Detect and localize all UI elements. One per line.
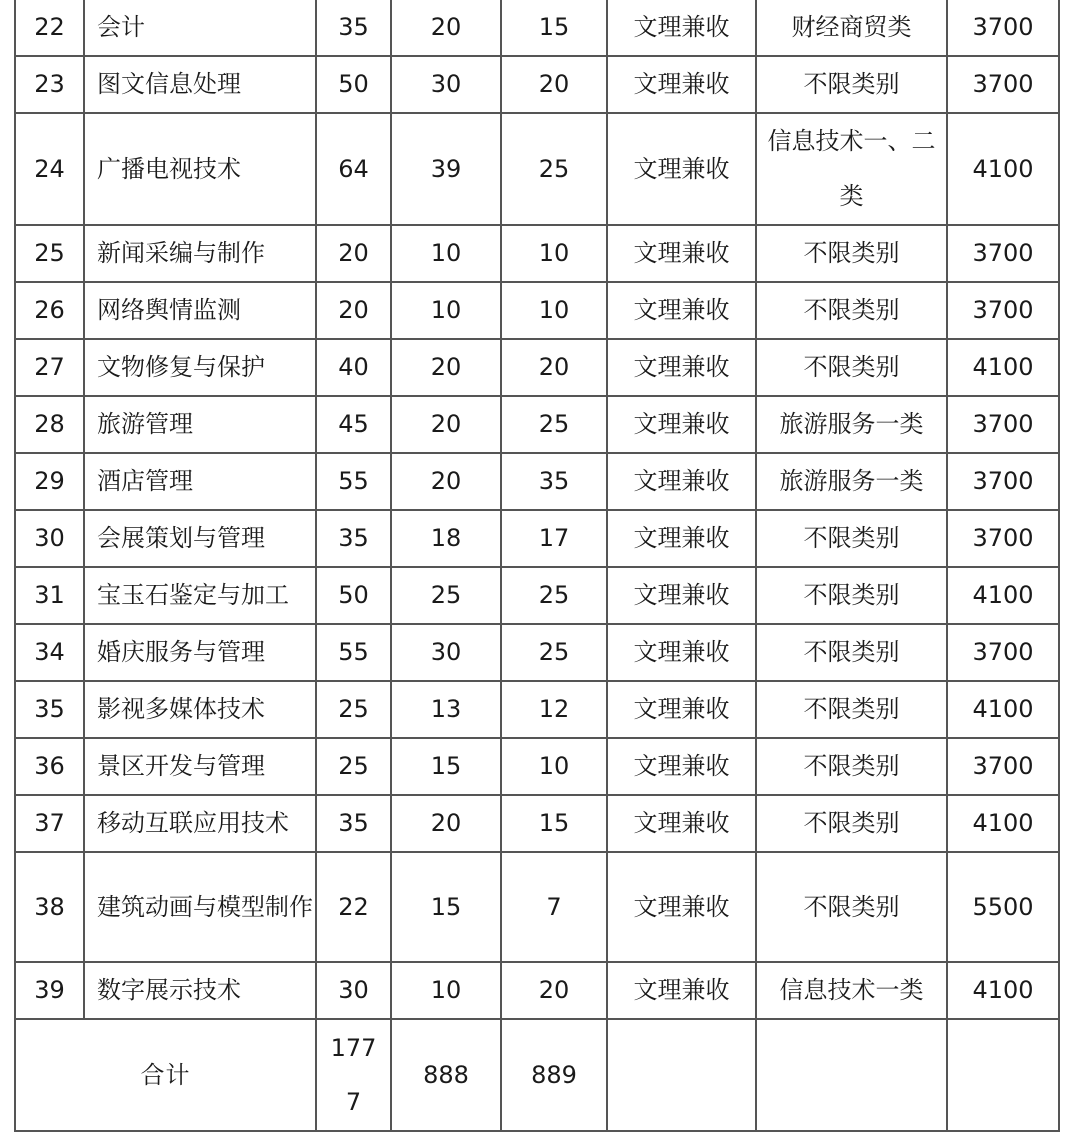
table-row bbox=[15, 0, 1059, 56]
tuition-fee-cell: 3700 bbox=[947, 738, 1059, 795]
row-number-cell: 24 bbox=[15, 113, 84, 225]
plan-b-cell: 17 bbox=[501, 510, 607, 567]
plan-b-cell: 25 bbox=[501, 396, 607, 453]
plan-total-cell: 20 bbox=[316, 282, 391, 339]
row-number-cell: 28 bbox=[15, 396, 84, 453]
row-number-cell: 27 bbox=[15, 339, 84, 396]
plan-a-cell: 25 bbox=[391, 567, 501, 624]
plan-a-cell: 10 bbox=[391, 282, 501, 339]
cropped-next-line bbox=[0, 1112, 1080, 1124]
row-number-cell: 38 bbox=[15, 852, 84, 962]
subject-type-cell: 文理兼收 bbox=[607, 282, 756, 339]
plan-a-cell: 20 bbox=[391, 396, 501, 453]
category-cell: 不限类别 bbox=[756, 624, 947, 681]
table-row bbox=[15, 795, 1059, 852]
plan-b-cell: 10 bbox=[501, 225, 607, 282]
subject-type-cell: 文理兼收 bbox=[607, 56, 756, 113]
row-number-cell: 25 bbox=[15, 225, 84, 282]
plan-b-cell: 25 bbox=[501, 624, 607, 681]
category-cell: 不限类别 bbox=[756, 510, 947, 567]
subject-type-cell: 文理兼收 bbox=[607, 339, 756, 396]
subject-type-cell: 文理兼收 bbox=[607, 567, 756, 624]
category-cell: 不限类别 bbox=[756, 681, 947, 738]
plan-a-cell: 20 bbox=[391, 339, 501, 396]
plan-total-cell: 45 bbox=[316, 396, 391, 453]
category-cell: 不限类别 bbox=[756, 567, 947, 624]
plan-a-cell: 15 bbox=[391, 738, 501, 795]
plan-total-cell: 55 bbox=[316, 453, 391, 510]
total-a-cell: 888 bbox=[391, 1019, 501, 1131]
plan-total-cell: 25 bbox=[316, 738, 391, 795]
row-number-cell: 22 bbox=[15, 0, 84, 56]
plan-a-cell: 30 bbox=[391, 56, 501, 113]
table-row bbox=[15, 225, 1059, 282]
major-name-cell: 广播电视技术 bbox=[84, 113, 316, 225]
plan-b-cell: 20 bbox=[501, 339, 607, 396]
table-row bbox=[15, 339, 1059, 396]
tuition-fee-cell: 3700 bbox=[947, 225, 1059, 282]
category-cell: 不限类别 bbox=[756, 795, 947, 852]
plan-total-cell: 25 bbox=[316, 681, 391, 738]
table-row bbox=[15, 624, 1059, 681]
plan-total-cell: 20 bbox=[316, 225, 391, 282]
table-body bbox=[15, 0, 1059, 1131]
plan-total-cell: 35 bbox=[316, 510, 391, 567]
category-cell: 信息技术一类 bbox=[756, 962, 947, 1019]
plan-a-cell: 15 bbox=[391, 852, 501, 962]
plan-b-cell: 20 bbox=[501, 56, 607, 113]
plan-b-cell: 10 bbox=[501, 738, 607, 795]
table-row bbox=[15, 510, 1059, 567]
subject-type-cell: 文理兼收 bbox=[607, 624, 756, 681]
subject-type-cell: 文理兼收 bbox=[607, 510, 756, 567]
enrollment-plan-table bbox=[14, 0, 1060, 1132]
category-cell: 不限类别 bbox=[756, 56, 947, 113]
plan-b-cell: 7 bbox=[501, 852, 607, 962]
tuition-fee-cell: 4100 bbox=[947, 681, 1059, 738]
major-name-cell: 影视多媒体技术 bbox=[84, 681, 316, 738]
plan-b-cell: 12 bbox=[501, 681, 607, 738]
row-number-cell: 35 bbox=[15, 681, 84, 738]
major-name-cell: 会展策划与管理 bbox=[84, 510, 316, 567]
category-cell: 财经商贸类 bbox=[756, 0, 947, 56]
tuition-fee-cell: 3700 bbox=[947, 453, 1059, 510]
plan-a-cell: 39 bbox=[391, 113, 501, 225]
table-row bbox=[15, 962, 1059, 1019]
plan-a-cell: 10 bbox=[391, 962, 501, 1019]
plan-total-cell: 55 bbox=[316, 624, 391, 681]
plan-b-cell: 15 bbox=[501, 0, 607, 56]
category-cell: 不限类别 bbox=[756, 852, 947, 962]
plan-a-cell: 13 bbox=[391, 681, 501, 738]
tuition-fee-cell: 4100 bbox=[947, 113, 1059, 225]
plan-total-cell: 35 bbox=[316, 795, 391, 852]
subject-type-cell: 文理兼收 bbox=[607, 795, 756, 852]
table-row bbox=[15, 738, 1059, 795]
category-cell: 不限类别 bbox=[756, 225, 947, 282]
tuition-fee-cell: 3700 bbox=[947, 510, 1059, 567]
subject-type-cell: 文理兼收 bbox=[607, 453, 756, 510]
plan-total-cell: 30 bbox=[316, 962, 391, 1019]
tuition-fee-cell: 3700 bbox=[947, 0, 1059, 56]
plan-a-cell: 20 bbox=[391, 795, 501, 852]
category-cell: 旅游服务一类 bbox=[756, 453, 947, 510]
row-number-cell: 31 bbox=[15, 567, 84, 624]
tuition-fee-cell: 3700 bbox=[947, 282, 1059, 339]
major-name-cell: 旅游管理 bbox=[84, 396, 316, 453]
major-name-cell: 婚庆服务与管理 bbox=[84, 624, 316, 681]
major-name-cell: 建筑动画与模型制作 bbox=[84, 852, 316, 962]
subject-type-cell: 文理兼收 bbox=[607, 681, 756, 738]
major-name-cell: 宝玉石鉴定与加工 bbox=[84, 567, 316, 624]
subject-type-cell: 文理兼收 bbox=[607, 396, 756, 453]
plan-b-cell: 25 bbox=[501, 567, 607, 624]
row-number-cell: 30 bbox=[15, 510, 84, 567]
row-number-cell: 29 bbox=[15, 453, 84, 510]
row-number-cell: 26 bbox=[15, 282, 84, 339]
plan-total-cell: 35 bbox=[316, 0, 391, 56]
subject-type-cell: 文理兼收 bbox=[607, 738, 756, 795]
tuition-fee-cell: 4100 bbox=[947, 339, 1059, 396]
major-name-cell: 会计 bbox=[84, 0, 316, 56]
major-name-cell: 新闻采编与制作 bbox=[84, 225, 316, 282]
major-name-cell: 景区开发与管理 bbox=[84, 738, 316, 795]
tuition-fee-cell: 3700 bbox=[947, 56, 1059, 113]
row-number-cell: 39 bbox=[15, 962, 84, 1019]
table-row bbox=[15, 852, 1059, 962]
plan-b-cell: 15 bbox=[501, 795, 607, 852]
plan-a-cell: 20 bbox=[391, 0, 501, 56]
plan-b-cell: 20 bbox=[501, 962, 607, 1019]
plan-total-cell: 22 bbox=[316, 852, 391, 962]
table-row bbox=[15, 681, 1059, 738]
major-name-cell: 酒店管理 bbox=[84, 453, 316, 510]
major-name-cell: 图文信息处理 bbox=[84, 56, 316, 113]
plan-b-cell: 10 bbox=[501, 282, 607, 339]
subject-type-cell: 文理兼收 bbox=[607, 852, 756, 962]
major-name-cell: 文物修复与保护 bbox=[84, 339, 316, 396]
tuition-fee-cell: 3700 bbox=[947, 396, 1059, 453]
table-row bbox=[15, 56, 1059, 113]
total-b-cell: 889 bbox=[501, 1019, 607, 1131]
subject-type-cell: 文理兼收 bbox=[607, 962, 756, 1019]
tuition-fee-cell: 4100 bbox=[947, 795, 1059, 852]
major-name-cell: 网络舆情监测 bbox=[84, 282, 316, 339]
tuition-fee-cell: 3700 bbox=[947, 624, 1059, 681]
plan-total-cell: 50 bbox=[316, 567, 391, 624]
row-number-cell: 36 bbox=[15, 738, 84, 795]
plan-a-cell: 18 bbox=[391, 510, 501, 567]
plan-b-cell: 35 bbox=[501, 453, 607, 510]
plan-total-cell: 40 bbox=[316, 339, 391, 396]
subject-type-cell: 文理兼收 bbox=[607, 0, 756, 56]
row-number-cell: 23 bbox=[15, 56, 84, 113]
table-row bbox=[15, 453, 1059, 510]
category-cell: 信息技术一、二类 bbox=[756, 113, 947, 225]
total-sum-cell: 1777 bbox=[316, 1019, 391, 1131]
category-cell: 不限类别 bbox=[756, 339, 947, 396]
category-cell: 旅游服务一类 bbox=[756, 396, 947, 453]
row-number-cell: 34 bbox=[15, 624, 84, 681]
subject-type-cell: 文理兼收 bbox=[607, 225, 756, 282]
tuition-fee-cell: 4100 bbox=[947, 962, 1059, 1019]
plan-a-cell: 30 bbox=[391, 624, 501, 681]
tuition-fee-cell: 5500 bbox=[947, 852, 1059, 962]
table-row bbox=[15, 113, 1059, 225]
table-row bbox=[15, 282, 1059, 339]
plan-a-cell: 20 bbox=[391, 453, 501, 510]
table-row bbox=[15, 567, 1059, 624]
table-row bbox=[15, 396, 1059, 453]
category-cell: 不限类别 bbox=[756, 282, 947, 339]
major-name-cell: 数字展示技术 bbox=[84, 962, 316, 1019]
plan-total-cell: 64 bbox=[316, 113, 391, 225]
total-label: 合计 bbox=[15, 1019, 316, 1131]
plan-b-cell: 25 bbox=[501, 113, 607, 225]
category-cell: 不限类别 bbox=[756, 738, 947, 795]
tuition-fee-cell: 4100 bbox=[947, 567, 1059, 624]
row-number-cell: 37 bbox=[15, 795, 84, 852]
subject-type-cell: 文理兼收 bbox=[607, 113, 756, 225]
plan-a-cell: 10 bbox=[391, 225, 501, 282]
major-name-cell: 移动互联应用技术 bbox=[84, 795, 316, 852]
plan-total-cell: 50 bbox=[316, 56, 391, 113]
